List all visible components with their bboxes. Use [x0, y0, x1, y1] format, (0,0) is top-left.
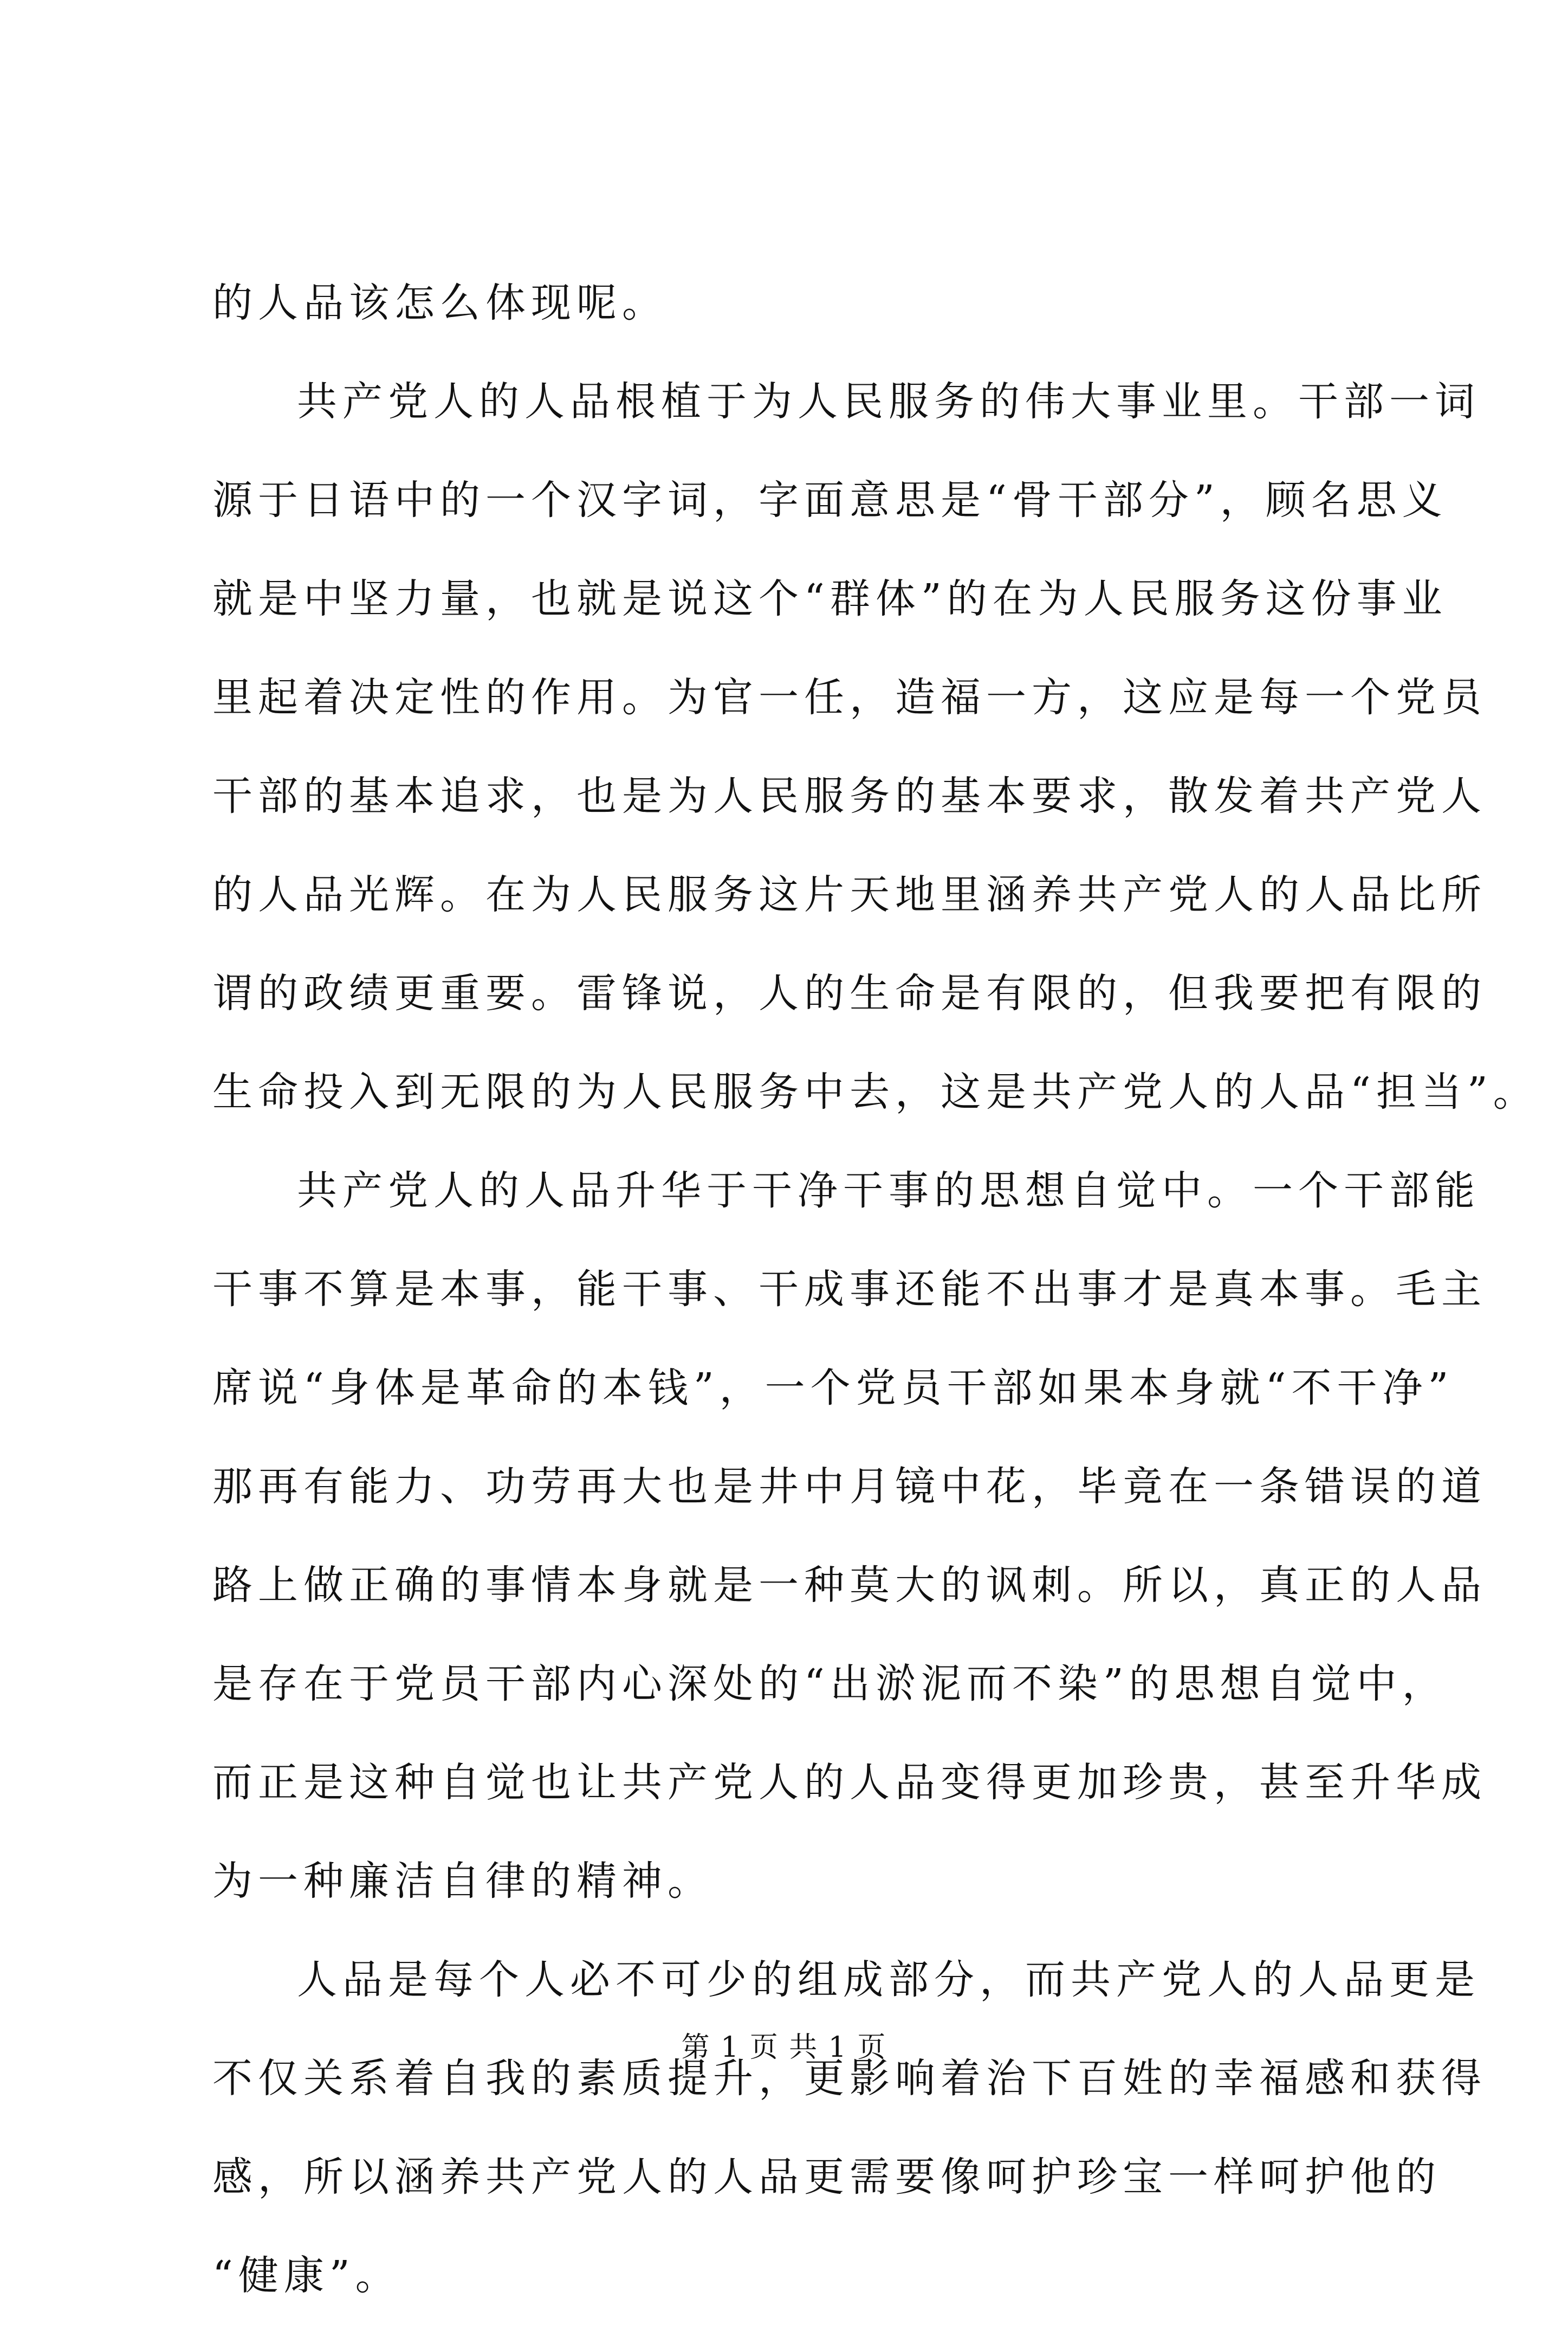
text-line: 就是中坚力量，也就是说这个“群体”的在为人民服务这份事业: [212, 576, 1448, 622]
text-line: 不仅关系着自我的素质提升，更影响着治下百姓的幸福感和获得: [212, 2055, 1487, 2102]
document-body: [212, 254, 1539, 2325]
text-line: 生命投入到无限的为人民服务中去，这是共产党人的人品“担当”。: [212, 1069, 1539, 1115]
text-line: “健康”。: [212, 2252, 401, 2299]
text-line: 那再有能力、功劳再大也是井中月镜中花，毕竟在一条错误的道: [212, 1463, 1487, 1510]
text-line: 里起着决定性的作用。为官一任，造福一方，这应是每一个党员: [212, 674, 1487, 721]
text-line: 干事不算是本事，能干事、干成事还能不出事才是真本事。毛主: [212, 1266, 1487, 1313]
text-line: 干部的基本追求，也是为人民服务的基本要求，散发着共产党人: [212, 773, 1487, 819]
text-line: 谓的政绩更重要。雷锋说，人的生命是有限的，但我要把有限的: [212, 970, 1487, 1017]
text-line: 席说“身体是革命的本钱”，一个党员干部如果本身就“不干净”: [212, 1365, 1454, 1411]
paragraph-start-line: 共产党人的人品根植于为人民服务的伟大事业里。干部一词: [297, 378, 1480, 425]
text-line: 感，所以涵养共产党人的人品更需要像呵护珍宝一样呵护他的: [212, 2154, 1441, 2200]
text-line: 为一种廉洁自律的精神。: [212, 1858, 713, 1904]
paragraph-start-line: 人品是每个人必不可少的组成部分，而共产党人的人品更是: [297, 1956, 1480, 2003]
text-line: 源于日语中的一个汉字词，字面意思是“骨干部分”，顾名思义: [212, 477, 1448, 524]
paragraph-start-line: 共产党人的人品升华于干净干事的思想自觉中。一个干部能: [297, 1167, 1480, 1214]
text-line: 而正是这种自觉也让共产党人的人品变得更加珍贵，甚至升华成: [212, 1759, 1487, 1806]
page-footer: 第 1 页 共 1 页: [681, 2031, 887, 2064]
text-line: 是存在于党员干部内心深处的“出淤泥而不染”的思想自觉中，: [212, 1661, 1448, 1707]
text-line: 的人品该怎么体现呢。: [212, 280, 668, 326]
text-line: 路上做正确的事情本身就是一种莫大的讽刺。所以，真正的人品: [212, 1562, 1487, 1609]
text-line: 的人品光辉。在为人民服务这片天地里涵养共产党人的人品比所: [212, 871, 1487, 918]
